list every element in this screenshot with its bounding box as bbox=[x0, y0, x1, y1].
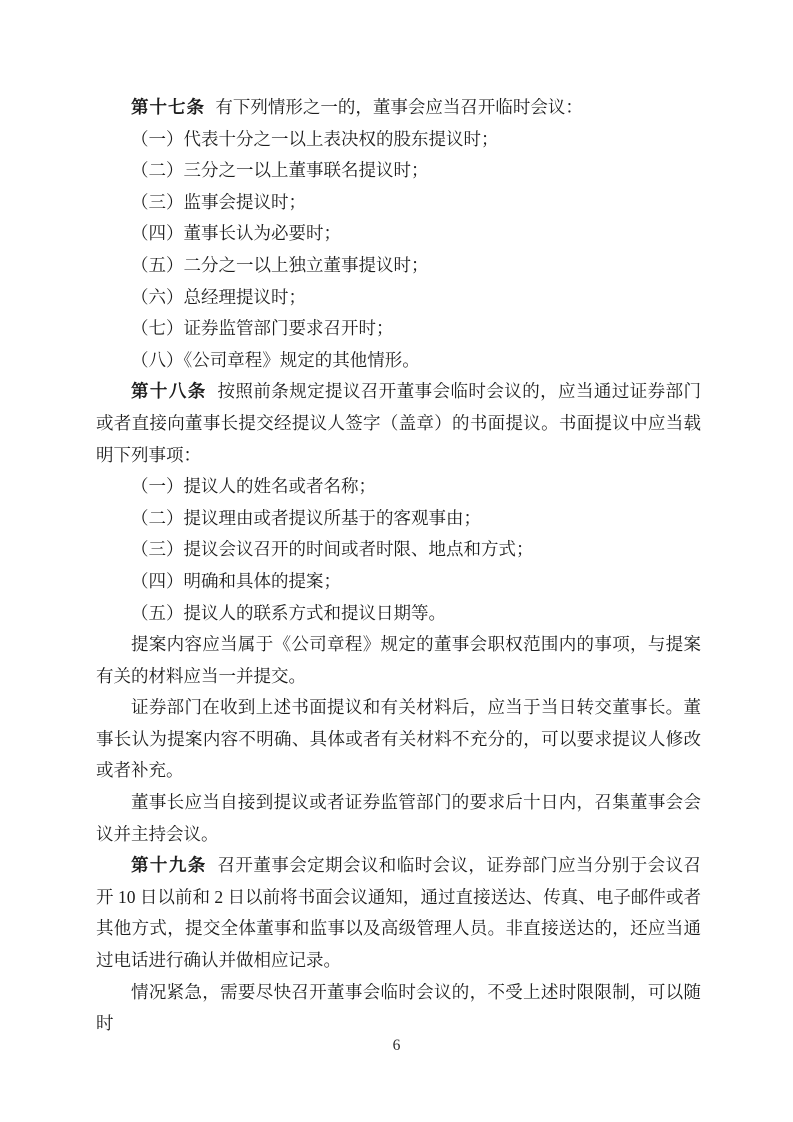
list-item-text: （五）二分之一以上独立董事提议时； bbox=[131, 254, 429, 275]
document-body bbox=[96, 92, 701, 1040]
list-item-text: （二）提议理由或者提议所基于的客观事由； bbox=[131, 507, 481, 528]
article-19-number: 第十九条 bbox=[131, 855, 213, 876]
article-18-item-1 bbox=[96, 471, 701, 503]
body-paragraph-proposal-scope bbox=[96, 629, 701, 692]
body-paragraph-convene-within-ten-days bbox=[96, 787, 701, 850]
body-paragraph-text: 提案内容应当属于《公司章程》规定的董事会职权范围内的事项，与提案有关的材料应当一并提交。 bbox=[96, 634, 701, 686]
article-17-number: 第十七条 bbox=[131, 97, 211, 117]
article-17-item-7 bbox=[96, 313, 701, 345]
list-item-text: （四）明确和具体的提案； bbox=[131, 570, 341, 591]
body-paragraph-text: 证券部门在收到上述书面提议和有关材料后，应当于当日转交董事长。董事长认为提案内容不明确、具体或者有关材料不充分的，可以要求提议人修改或者补充。 bbox=[96, 697, 701, 781]
article-17-item-4 bbox=[96, 218, 701, 250]
list-item-text: （七）证券监管部门要求召开时； bbox=[131, 318, 394, 339]
article-17-item-6 bbox=[96, 282, 701, 314]
list-item-text: （一）代表十分之一以上表决权的股东提议时； bbox=[131, 128, 499, 149]
list-item-text: （六）总经理提议时； bbox=[131, 286, 306, 307]
article-18-number: 第十八条 bbox=[131, 381, 213, 402]
article-19-heading-paragraph bbox=[96, 850, 701, 976]
article-17-item-1 bbox=[96, 124, 701, 156]
article-18-text: 按照前条规定提议召开董事会临时会议的，应当通过证券部门或者直接向董事长提交经提议人签字（盖章）的书面提议。书面提议中应当载明下列事项： bbox=[96, 381, 702, 465]
body-paragraph-text: 情况紧急，需要尽快召开董事会临时会议的，不受上述时限限制，可以随时 bbox=[96, 981, 701, 1034]
article-18-item-4 bbox=[96, 566, 701, 598]
article-18-item-3 bbox=[96, 534, 701, 566]
article-19-text: 召开董事会定期会议和临时会议，证券部门应当分别于会议召开 10 日以前和 2 日以前将书面会议通知，通过直接送达、传真、电子邮件或者其他方式，提交全体董事和监事以及高级管理人员。非直接送达的，还应当通过电话进行确认并做相应记录。 bbox=[96, 855, 702, 971]
article-18-item-2 bbox=[96, 503, 701, 535]
article-17-heading-paragraph bbox=[96, 92, 701, 124]
list-item-text: （三）监事会提议时； bbox=[131, 191, 306, 212]
article-17-item-3 bbox=[96, 187, 701, 219]
article-18-heading-paragraph bbox=[96, 376, 701, 471]
list-item-text: （一）提议人的姓名或者名称； bbox=[131, 476, 376, 497]
body-paragraph-urgent-meeting bbox=[96, 977, 701, 1040]
body-paragraph-forward-to-chairman bbox=[96, 692, 701, 787]
article-17-item-2 bbox=[96, 155, 701, 187]
list-item-text: （五）提议人的联系方式和提议日期等。 bbox=[131, 602, 446, 623]
page-number: 6 bbox=[392, 1037, 401, 1054]
list-item-text: （八）《公司章程》规定的其他情形。 bbox=[131, 349, 420, 370]
article-18-item-5 bbox=[96, 598, 701, 630]
article-17-item-5 bbox=[96, 250, 701, 282]
article-17-text: 有下列情形之一的，董事会应当召开临时会议： bbox=[215, 97, 583, 117]
list-item-text: （三）提议会议召开的时间或者时限、地点和方式； bbox=[131, 539, 534, 560]
article-17-item-8 bbox=[96, 345, 701, 377]
list-item-text: （四）董事长认为必要时； bbox=[131, 223, 341, 244]
body-paragraph-text: 董事长应当自接到提议或者证券监管部门的要求后十日内，召集董事会会议并主持会议。 bbox=[96, 792, 701, 844]
list-item-text: （二）三分之一以上董事联名提议时； bbox=[131, 160, 429, 181]
